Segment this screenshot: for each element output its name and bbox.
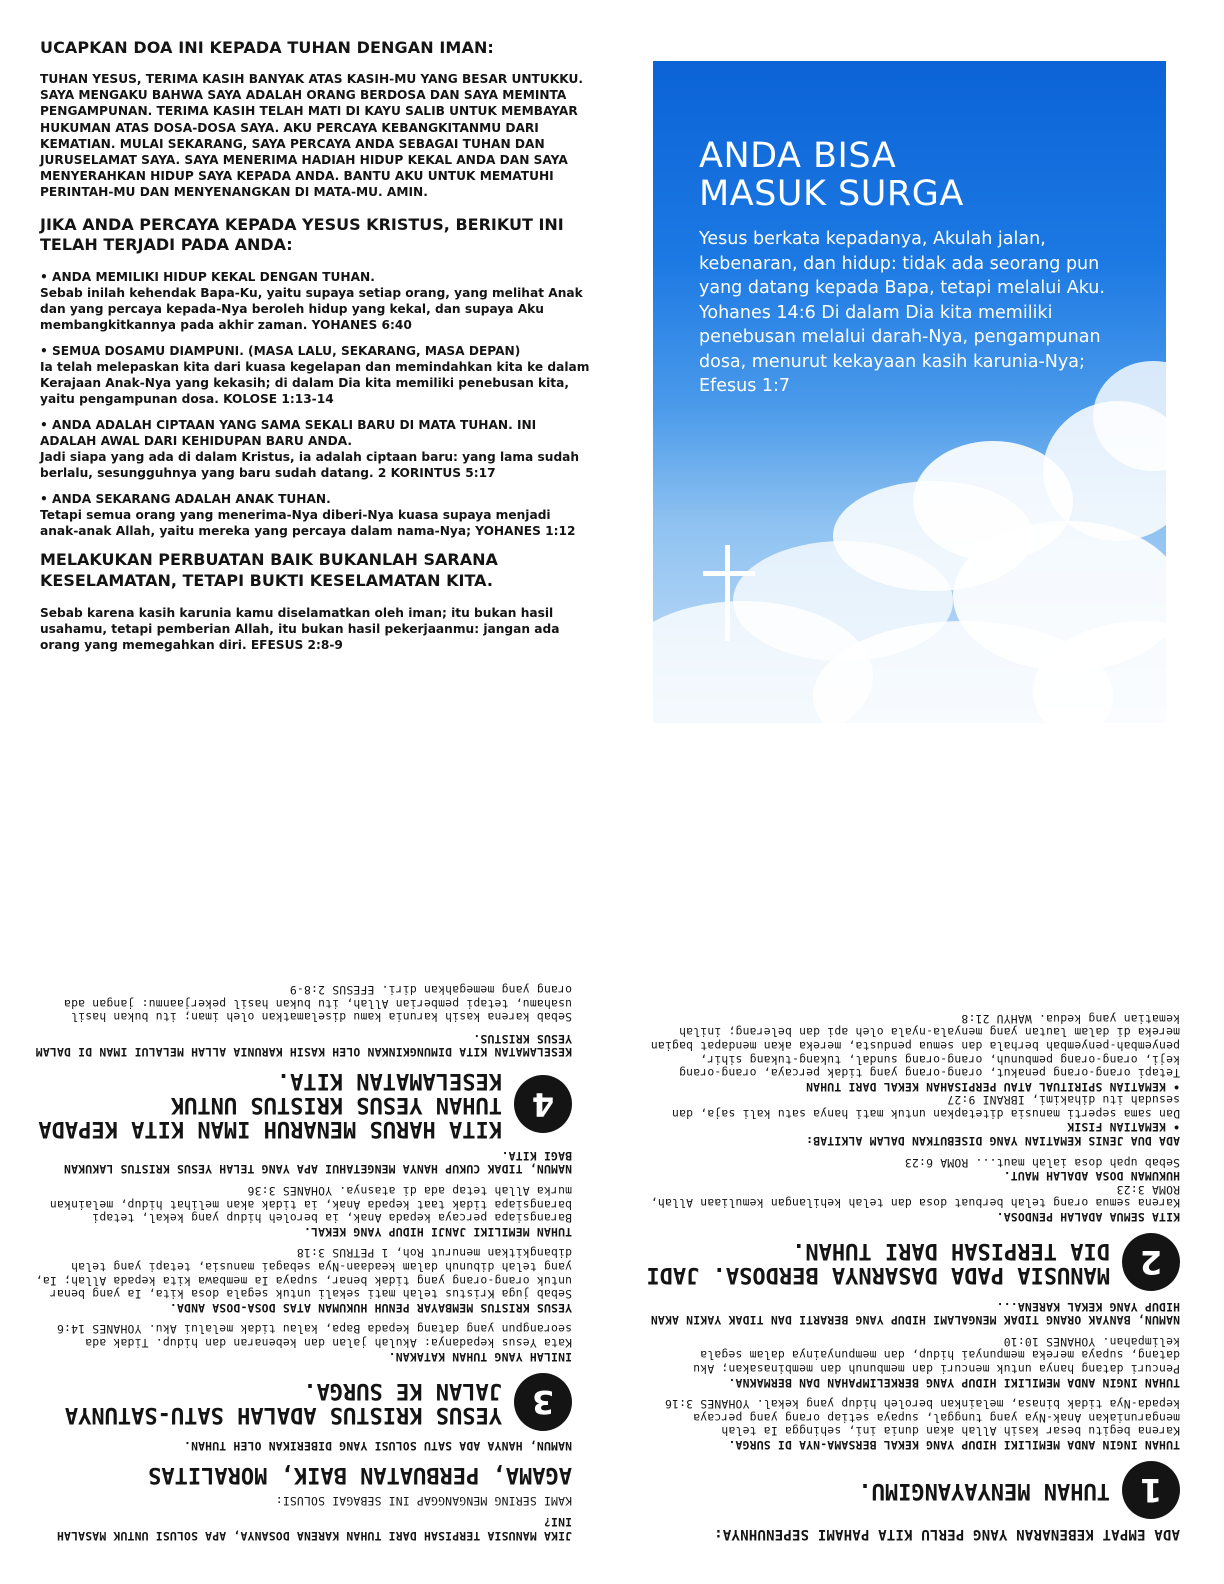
- bullet-text: Ia telah melepaskan kita dari kuasa kegelapan dan memindahkan kita ke dalam Kerajaan Anak-Nya yang kekasih; di dalam Dia kita memiliki penebusan kita, yaitu pengampunan dosa. KOLOSE 1:13-14: [40, 359, 590, 406]
- bullet-eternal-life: [40, 269, 592, 333]
- solutions-big: AGAMA, PERBUATAN BAIK, MORALITAS: [148, 1462, 572, 1488]
- step3-sub: INILAH YANG TUHAN KATAKAN.: [388, 1349, 572, 1364]
- step-number: 4: [514, 1075, 572, 1133]
- step2-verse2: Sebab upah dosa ialah maut... ROMA 6:23: [904, 1155, 1180, 1170]
- step1-sub: TUHAN INGIN ANDA MEMILIKI HIDUP YANG KEKAL BERSAMA-NYA DI SURGA.: [728, 1438, 1180, 1452]
- cover-title-line2: MASUK SURGA: [699, 174, 964, 214]
- step2-verse: Karena semua orang telah berbuat dosa dan telah kehilangan kemuliaan Allah, ROMA 3:23: [650, 1182, 1180, 1211]
- step3-verse3: Barangsiapa percaya kepada Anak, ia beroleh hidup yang kekal, tetapi barangsiapa tidak taat kepada Anak, ia tidak akan melihat hidup, melainkan murka Allah tetap ada di atasnya. YOHANES 3:36: [49, 1184, 572, 1226]
- step-1: [640, 1461, 1180, 1519]
- step1-verse2: Pencuri datang hanya untuk mencuri dan membunuh dan membinasakan; Aku datang, supaya mereka mempunyai hidup, dan mempunyainya dalam segala kelimpahan. YOHANES 10:10: [693, 1334, 1180, 1377]
- step-title: YESUS KRISTUS ADALAH SATU-SATUNYA JALAN KE SURGA.: [64, 1377, 502, 1427]
- step3-paid: YESUS KRISTUS MEMBAYAR PENUH HUKUMAN ATAS DOSA-DOSA ANDA.: [169, 1300, 572, 1315]
- bullet-title: • SEMUA DOSAMU DIAMPUNI. (MASA LALU, SEKARANG, MASA DEPAN): [40, 343, 521, 358]
- prayer-heading: UCAPKAN DOA INI KEPADA TUHAN DENGAN IMAN:: [40, 38, 494, 57]
- step2-bullet2: • KEMATIAN SPIRITUAL ATAU PERPISAHAN KEKAL DARI TUHAN: [805, 1079, 1180, 1094]
- cover-title-line1: ANDA BISA: [699, 136, 897, 176]
- step2-bullet1-text: Dan sama seperti manusia ditetapkan untuk mati hanya satu kali saja, dan sesudah itu dihakimi, IBRANI 9:27: [671, 1093, 1180, 1121]
- bullet-title: • ANDA ADALAH CIPTAAN YANG SAMA SEKALI BARU DI MATA TUHAN. INI ADALAH AWAL DARI KEHIDUPAN BARU ANDA.: [40, 417, 537, 448]
- step3-verse: Kata Yesus kepadanya: Akulah jalan dan kebenaran dan hidup. Tidak ada seorangpun yang datang kepada Bapa, kalau tidak melalui Aku. YOHANES 14:6: [56, 1322, 572, 1351]
- step1-verse: Karena begitu besar kasih Allah akan dunia ini, sehingga Ia telah mengaruniakan Anak-Nya yang tunggal, supaya setiap orang yang percaya kepada-Nya tidak binasa, melainkan beroleh hidup yang kekal. YOHANES 3:16: [664, 1397, 1180, 1439]
- step2-sub3: ADA DUA JENIS KEMATIAN YANG DISEBUTKAN DALAM ALKITAB:: [805, 1134, 1180, 1149]
- prayer-text: TUHAN YESUS, TERIMA KASIH BANYAK ATAS KASIH-MU YANG BESAR UNTUKKU. SAYA MENGAKU BAHWA SAYA ADALAH ORANG BERDOSA DAN SAYA MEMINTA PENGAMPUNAN. TERIMA KASIH TELAH MATI DI KAYU SALIB UNTUK MEMBAYAR HUKUMAN ATAS DOSA-DOSA SAYA. AKU PERCAYA KEBANGKITANMU DARI KEMATIAN. MULAI SEKARANG, SAYA PERCAYA ANDA SEBAGAI TUHAN DAN JURUSELAMAT SAYA. SAYA MENERIMA HADIAH HIDUP KEKAL ANDA DAN SAYA MENYERAHKAN HIDUP SAYA KEPADA ANDA. BANTU AKU UNTUK MEMATUHI PERINTAH-MU DAN MENYENANGKAN DI MATA-MU. AMIN.: [40, 72, 583, 200]
- step1-sub2: TUHAN INGIN ANDA MEMILIKI HIDUP YANG BERKELIMPAHAN DAN BERMAKNA.: [728, 1375, 1180, 1390]
- step-4: [32, 1068, 572, 1140]
- step2-bullet2-text: Tetapi orang-orang penakut, orang-orang yang tidak percaya, orang-orang keji, orang-orang pembunuh, orang-orang sundal, tukang-tukang sihir, penyembah-penyembah berhala dan semua pendusta, mereka akan mendapat bagian mereka di dalam lautan yang menyala-nyala oleh api dan belerang; inilah kematian yang kedua. WAHYU 21:8: [650, 1011, 1180, 1081]
- step2-bullet1: • KEMATIAN FISIK: [1067, 1120, 1180, 1135]
- step-2: [640, 1233, 1180, 1291]
- step2-sub: KITA SEMUA ADALAH PENDOSA.: [996, 1210, 1180, 1225]
- bullet-title: • ANDA MEMILIKI HIDUP KEKAL DENGAN TUHAN.: [40, 269, 375, 284]
- bullet-text: Jadi siapa yang ada di dalam Kristus, ia adalah ciptaan baru: yang lama sudah berlalu, sesungguhnya yang baru sudah datang. 2 KORINTUS 5:17: [40, 449, 580, 480]
- step-title: KITA HARUS MENARUH IMAN KITA KEPADA TUHAN YESUS KRISTUS UNTUK KESELAMATAN KITA.: [38, 1068, 502, 1142]
- prayer-panel: [40, 38, 592, 758]
- believe-heading: JIKA ANDA PERCAYA KEPADA YESUS KRISTUS, BERIKUT INI TELAH TERJADI PADA ANDA:: [40, 214, 564, 254]
- cover-text: [699, 137, 1139, 399]
- bullet-text: Tetapi semua orang yang menerima-Nya diberi-Nya kuasa supaya menjadi anak-anak Allah, yaitu mereka yang percaya dalam nama-Nya; YOHANES 1:12: [40, 507, 576, 538]
- step3-verse2: Sebab juga Kristus telah mati sekali untuk segala dosa kita, Ia yang benar untuk orang-orang yang tidak benar, supaya Ia membawa kita kepada Allah; Ia, yang telah dibunuh dalam keadaan-Nya sebagai manusia, tetapi yang telah dibangkitkan menurut Roh, 1 PETRUS 3:18: [35, 1246, 572, 1302]
- step-number: 2: [1122, 1233, 1180, 1291]
- step-number: 1: [1122, 1461, 1180, 1519]
- steps-1-2-panel: [640, 836, 1180, 1542]
- cover-title: [699, 137, 1139, 213]
- closing-verse: Sebab karena kasih karunia kamu diselamatkan oleh iman; itu bukan hasil usahamu, tetapi pemberian Allah, itu bukan hasil pekerjaanmu: jangan ada orang yang memegahkan diri. EFESUS 2:8-9: [40, 605, 560, 652]
- steps-3-4-panel: [32, 836, 572, 1542]
- solutions-label: KAMI SERING MENGANGGAP INI SEBAGAI SOLUSI:: [275, 1493, 572, 1508]
- step4-verse: Sebab karena kasih karunia kamu diselamatkan oleh iman; itu bukan hasil usahamu, tetapi pemberian Allah, itu bukan hasil pekerjaanmu: jangan ada orang yang memegahkan diri. EFESUS 2:8-9: [63, 982, 572, 1025]
- truths-intro: ADA EMPAT KEBENARAN YANG PERLU KITA PAHAMI SEPENUHNYA:: [714, 1526, 1180, 1542]
- step2-sub2: HUKUMAN DOSA ADALAH MAUT.: [1003, 1169, 1180, 1184]
- cover-panel: [653, 61, 1166, 723]
- bullet-child-of-god: [40, 491, 592, 539]
- bullet-text: Sebab inilah kehendak Bapa-Ku, yaitu supaya setiap orang, yang melihat Anak dan yang percaya kepada-Nya beroleh hidup yang kekal, dan supaya Aku membangkitkannya pada akhir zaman. YOHANES 6:40: [40, 285, 583, 332]
- step-title: TUHAN MENYAYANGIMU.: [858, 1478, 1110, 1503]
- step3-not-enough: NAMUN, TIDAK CUKUP HANYA MENGETAHUI APA YANG TELAH YESUS KRISTUS LAKUKAN BAGI KITA.: [63, 1148, 572, 1177]
- step4-text: KESELAMATAN KITA DIMUNGKINKAN OLEH KASIH KARUNIA ALLAH MELALUI IMAN DI DALAM YESUS KRISTUS.: [35, 1031, 572, 1060]
- step-title: MANUSIA PADA DASARNYA BERDOSA. JADI DIA TERPISAH DARI TUHAN.: [646, 1238, 1110, 1288]
- bullet-new-creation: [40, 417, 592, 481]
- solution-question: JIKA MANUSIA TERPISAH DARI TUHAN KARENA DOSANYA, APA SOLUSI UNTUK MASALAH INI?: [56, 1515, 572, 1543]
- bullet-title: • ANDA SEKARANG ADALAH ANAK TUHAN.: [40, 491, 331, 506]
- step-number: 3: [514, 1373, 572, 1431]
- step3-promise: TUHAN MEMILIKI JANJI HIDUP YANG KEKAL.: [303, 1224, 572, 1239]
- step-3: [32, 1373, 572, 1431]
- good-works-heading: MELAKUKAN PERBUATAN BAIK BUKANLAH SARANA KESELAMATAN, TETAPI BUKTI KESELAMATAN KITA.: [40, 549, 498, 590]
- bullet-forgiven: [40, 343, 592, 407]
- cover-quote: Yesus berkata kepadanya, Akulah jalan, kebenaran, dan hidup: tidak ada seorang pun yang datang kepada Bapa, tetapi melalui Aku. Yohanes 14:6 Di dalam Dia kita memiliki penebusan melalui darah-Nya, pengampunan dosa, menurut kekayaan kasih karunia-Nya; Efesus 1:7: [699, 229, 1105, 396]
- only-solution: NAMUN, HANYA ADA SATU SOLUSI YANG DIBERIKAN OLEH TUHAN.: [183, 1439, 572, 1454]
- step1-note: NAMUN, BANYAK ORANG TIDAK MENGALAMI HIDUP YANG BERARTI DAN TIDAK YAKIN AKAN HIDUP YANG KEKAL KARENA...: [650, 1299, 1180, 1328]
